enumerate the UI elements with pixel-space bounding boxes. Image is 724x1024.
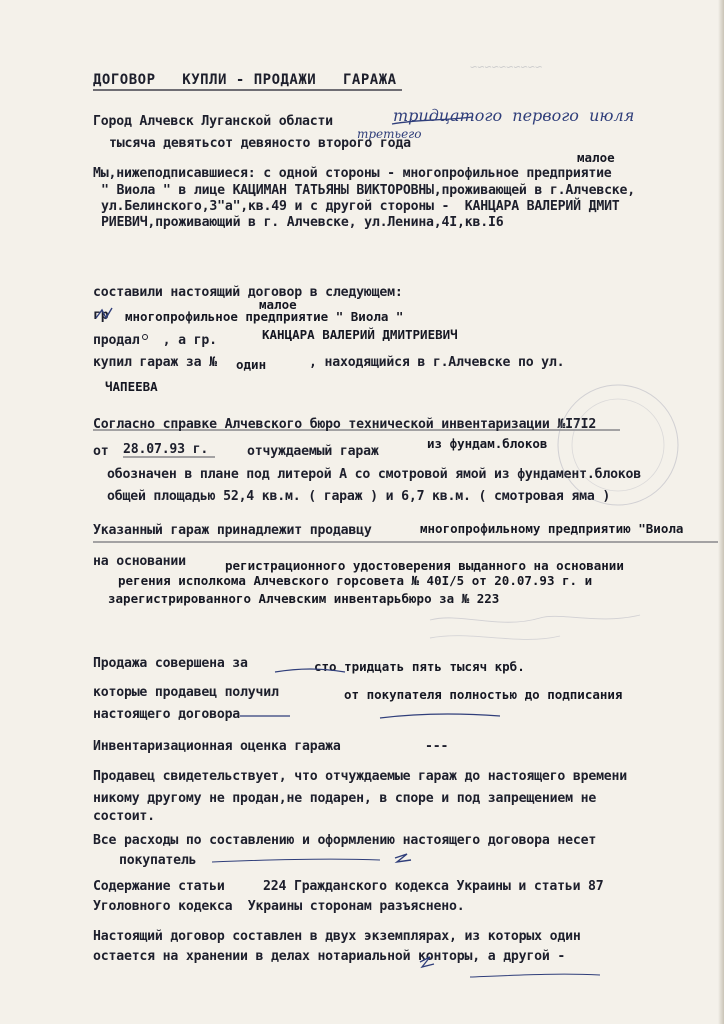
year-line: тысяча девятьсот девяносто второго года — [109, 136, 411, 151]
received-prefix: которые продавец получил — [93, 685, 279, 700]
valuation-label: Инвентаризационная оценка гаража — [93, 739, 341, 754]
parties-line-1: Мы,нижеподписавшиеся: с одной стороны - многопрофильное предприятие — [93, 166, 612, 181]
sale-amount: сто тридцать пять тысяч крб. — [314, 659, 525, 674]
strike-through-mark — [392, 117, 472, 124]
basis-line-2: регения исполкома Алчевского горсовета № 40I/5 от 20.07.93 г. и — [118, 573, 593, 588]
bleed-through-text: ~~~~~~~~~~ — [470, 60, 543, 74]
copies-line-1: Настоящий договор составлен в двух экземплярах, из которых один — [93, 929, 581, 944]
alienated-garage: отчуждаемый гараж — [247, 444, 379, 459]
parties-line-4: РИЕВИЧ,проживающий в г. Алчевске, ул.Ленина,4I,кв.I6 — [101, 215, 504, 230]
handwritten-date-correction: третьего — [357, 127, 422, 141]
composed-line: составили настоящий договор в следующем: — [93, 285, 403, 300]
valuation-value: --- — [425, 739, 449, 754]
plan-line: обозначен в плане под литерой А со смотровой ямой из фундамент.блоков — [107, 467, 642, 482]
street-name: ЧАПЕЕВА — [105, 379, 158, 394]
articles-line-2: Уголовного кодекса Украины сторонам разъяснено. — [93, 899, 465, 914]
articles-line-1: 224 Гражданского кодекса Украины и статьи 87 — [263, 879, 604, 894]
typed-insert-maloe: малое — [577, 150, 615, 165]
faint-stamp — [558, 385, 678, 505]
area-line: общей площадью 52,4 кв.м. ( гараж ) и 6,7 кв.м. ( смотровая яма ) — [107, 489, 611, 504]
expenses-line-2: покупатель — [119, 853, 197, 868]
certify-line-1: Продавец свидетельствует, что отчуждаемые гараж до настоящего времени — [93, 769, 628, 784]
basis-prefix: на основании — [93, 554, 186, 569]
basis-line-1: регистрационного удостоверения выданного на основании — [225, 558, 624, 573]
belongs-prefix: Указанный гараж принадлежит продавцу — [93, 523, 372, 538]
bti-date-prefix: от — [93, 444, 109, 459]
handwritten-date: тридцатого первого июля — [393, 106, 635, 125]
belongs-to: многопрофильному предприятию "Виола — [420, 521, 684, 536]
seller-prefix: гр — [93, 308, 109, 323]
received-suffix: от покупателя полностью до подписания — [344, 687, 623, 702]
garage-material: из фундам.блоков — [427, 436, 548, 451]
bought-location: , находящийся в г.Алчевске по ул. — [309, 355, 565, 370]
parties-line-2: " Виола " в лице КАЦИМАН ТАТЬЯНЫ ВИКТОРОВНЫ,проживающей в г.Алчевске, — [101, 183, 636, 198]
sold-line: продал , а гр. — [93, 333, 217, 348]
garage-number: один — [236, 357, 267, 372]
parties-line-3: ул.Белинского,3"а",кв.49 и с другой стороны - КАНЦАРА ВАЛЕРИЙ ДМИТ — [101, 199, 620, 214]
articles-prefix: Содержание статьи — [93, 879, 225, 894]
contract-title: ДОГОВОР КУПЛИ - ПРОДАЖИ ГАРАЖА — [93, 72, 397, 88]
basis-line-3: зарегистрированного Алчевским инвентарьбюро за № 223 — [108, 591, 500, 606]
certify-line-3: состоит. — [93, 809, 155, 824]
scribble-mark — [395, 854, 411, 862]
bti-date: 28.07.93 г. — [123, 442, 209, 457]
certify-line-2: никому другому не продан,не подарен, в споре и под запрещением не — [93, 791, 597, 806]
correction-squiggle — [96, 308, 112, 318]
bti-line: Согласно справке Алчевского бюро технической инвентаризации №I7I2 — [93, 417, 597, 432]
sale-prefix: Продажа совершена за — [93, 656, 248, 671]
city-line: Город Алчевск Луганской области — [93, 114, 333, 129]
received-line-2: настоящего договора — [93, 707, 241, 722]
paper-edge-shadow — [718, 0, 724, 1024]
buyer-name: КАНЦАРА ВАЛЕРИЙ ДМИТРИЕВИЧ — [262, 327, 458, 342]
seller-name: многопрофильное предприятие " Виола " — [125, 309, 404, 324]
typed-insert-maloe-2: малое — [259, 297, 297, 312]
expenses-line-1: Все расходы по составлению и оформлению настоящего договора несет — [93, 833, 597, 848]
bought-prefix: купил гараж за № — [93, 355, 217, 370]
copies-line-2: остается на хранении в делах нотариальной конторы, а другой - — [93, 949, 566, 964]
